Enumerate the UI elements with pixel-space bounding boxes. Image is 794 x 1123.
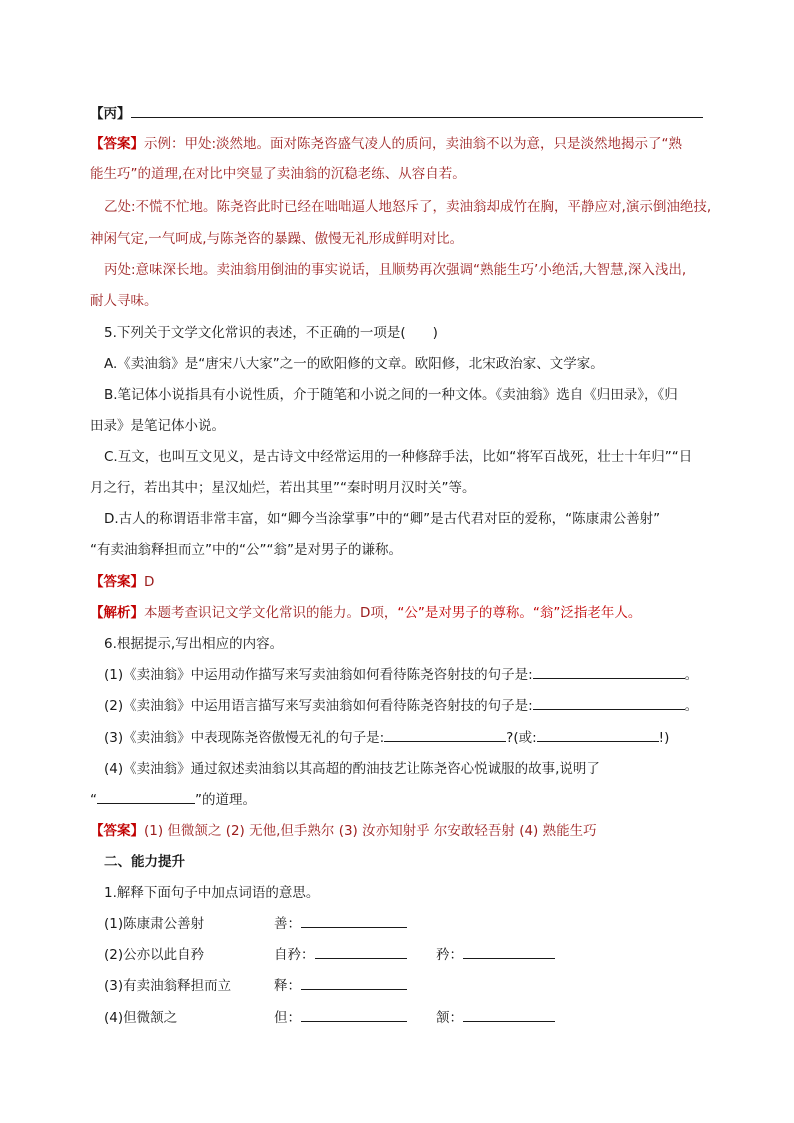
q6-answer-text: (1) 但微颔之 (2) 无他,但手熟尔 (3) 汝亦知射乎 尔安敢轻吾射 (4) 熟能生巧	[144, 823, 597, 839]
q1-blank[interactable]	[301, 913, 407, 928]
q5-answer	[90, 571, 716, 593]
q1-word1: 善：	[274, 916, 301, 932]
q1-word-label	[274, 944, 407, 966]
answer4-line4	[90, 228, 716, 250]
q6-sub3-blank1[interactable]	[384, 727, 506, 742]
answer4-text4: 神闲气定,一气呵成,与陈尧咨的暴躁、傲慢无礼形成鲜明对比。	[90, 231, 464, 247]
q5-analysis-text: 本题考查识记文学文化常识的能力。D项，	[144, 605, 398, 621]
answer-tag: 【答案】	[90, 823, 144, 839]
answer-tag: 【答案】	[90, 574, 144, 590]
q6-sub2-blank[interactable]	[533, 695, 685, 710]
q5-option-b-text2: 田录》是笔记体小说。	[90, 418, 225, 434]
answer4-text3: 乙处:不慌不忙地。陈尧咨此时已经在咄咄逼人地怒斥了，卖油翁却成竹在胸，平静应对,演示倒油绝技,	[104, 199, 712, 215]
q1-blank[interactable]	[463, 944, 555, 959]
q5-option-b-cont	[90, 415, 716, 437]
q6-answer	[90, 820, 716, 842]
answer4-line2	[90, 163, 716, 185]
q5-option-c-text1: C.互文，也叫互文见义，是古诗文中经常运用的一种修辞手法，比如“将军百战死，壮士十年归”“日	[104, 449, 693, 465]
q6-sub4-blank[interactable]	[97, 789, 195, 804]
q6-sub3-text: (3)《卖油翁》中表现陈尧咨傲慢无礼的句子是:	[104, 730, 385, 746]
q1-word-label	[436, 944, 555, 966]
q6-sub4-end: ”的道理。	[195, 792, 256, 808]
q1-word2: 矜：	[436, 947, 463, 963]
q5-analysis-highlight: “公”是对男子的尊称。“翁”泛指老年人。	[397, 605, 642, 621]
answer4-line3	[104, 196, 716, 218]
q1-word1: 自矜：	[274, 947, 315, 963]
answer4-text1: 示例：甲处:淡然地。面对陈尧咨盛气凌人的质问，卖油翁不以为意，只是淡然地揭示了“熟	[144, 136, 683, 152]
q1-blank[interactable]	[301, 975, 407, 990]
q1-blank[interactable]	[463, 1007, 555, 1022]
q6-sub2	[104, 695, 716, 717]
q1-word1: 但：	[274, 1010, 301, 1026]
bing-line	[90, 103, 716, 125]
q1-sentence: (2)公亦以此自矜	[104, 947, 205, 963]
q1-sentence: (4)但微颔之	[104, 1010, 178, 1026]
q5-option-d-cont	[90, 539, 716, 561]
q6-sub3	[104, 727, 716, 749]
q1-word1: 释：	[274, 978, 301, 994]
q5-option-b	[104, 384, 716, 406]
answer4-line6	[90, 290, 716, 312]
q1-word-label	[274, 1007, 407, 1029]
q6-stem-text: 6.根据提示,写出相应的内容。	[104, 636, 284, 652]
q6-sub1-blank[interactable]	[533, 664, 685, 679]
section-title	[104, 851, 716, 873]
q1-word-label	[274, 975, 407, 997]
q5-option-b-text1: B.笔记体小说指具有小说性质，介于随笔和小说之间的一种文体。《卖油翁》选自《归田录》，《归	[104, 387, 678, 403]
analysis-tag: 【解析】	[90, 605, 144, 621]
q6-sub4-text: (4)《卖油翁》通过叙述卖油翁以其高超的酌油技艺让陈尧咨心悦诚服的故事,说明了	[104, 761, 600, 777]
q1-stem	[104, 882, 716, 904]
q5-option-c	[104, 446, 716, 468]
section-title-text: 二、能力提升	[104, 854, 185, 870]
q6-sub4-cont	[90, 789, 716, 811]
q6-sub2-end: 。	[684, 698, 699, 714]
q5-answer-value: D	[144, 574, 155, 590]
q1-stem-text: 1.解释下面句子中加点词语的意思。	[104, 885, 320, 901]
answer4-line5	[104, 259, 716, 281]
q5-option-d	[104, 508, 716, 530]
bing-blank[interactable]	[131, 103, 703, 118]
q5-option-d-text1: D.古人的称谓语非常丰富，如“卿今当涂掌事”中的“卿”是古代君对臣的爱称，“陈康肃公善射”	[104, 511, 661, 527]
q6-sub1	[104, 664, 716, 686]
bing-label: 【丙】	[90, 106, 131, 122]
q6-sub3-blank2[interactable]	[537, 727, 659, 742]
q5-option-c-cont	[90, 477, 716, 499]
q6-stem	[104, 633, 716, 655]
q6-sub1-text: (1)《卖油翁》中运用动作描写来写卖油翁如何看待陈尧咨射技的句子是:	[104, 667, 533, 683]
q1-word-label	[436, 1007, 555, 1029]
answer4-text5: 丙处:意味深长地。卖油翁用倒油的事实说话，且顺势再次强调“熟能生巧’小绝活,大智慧,深入浅出,	[104, 262, 687, 278]
q1-blank[interactable]	[315, 944, 407, 959]
q5-analysis	[90, 602, 716, 624]
q5-stem	[104, 322, 716, 344]
answer4-text6: 耐人寻味。	[90, 293, 158, 309]
answer-tag: 【答案】	[90, 136, 144, 152]
q1-sentence: (1)陈康肃公善射	[104, 916, 205, 932]
q5-stem-text: 5.下列关于文学文化常识的表述，不正确的一项是( )	[104, 325, 438, 341]
q5-option-c-text2: 月之行，若出其中；星汉灿烂，若出其里”“秦时明月汉时关”等。	[90, 480, 476, 496]
q6-sub4-open: “	[90, 792, 97, 808]
q6-sub3-end: !)	[658, 730, 670, 746]
answer4-line1	[90, 133, 716, 155]
q5-option-a-text: A.《卖油翁》是“唐宋八大家”之一的欧阳修的文章。欧阳修，北宋政治家、文学家。	[104, 356, 604, 372]
q1-word-label	[274, 913, 407, 935]
answer4-text2: 能生巧”的道理,在对比中突显了卖油翁的沉稳老练、从容自若。	[90, 166, 466, 182]
q5-option-a	[104, 353, 716, 375]
q1-word2: 颔：	[436, 1010, 463, 1026]
q1-sentence: (3)有卖油翁释担而立	[104, 978, 232, 994]
q6-sub1-end: 。	[684, 667, 699, 683]
q6-sub3-mid: ?(或:	[506, 730, 537, 746]
q1-blank[interactable]	[301, 1007, 407, 1022]
q5-option-d-text2: “有卖油翁释担而立”中的“公”“翁”是对男子的谦称。	[90, 542, 402, 558]
q6-sub2-text: (2)《卖油翁》中运用语言描写来写卖油翁如何看待陈尧咨射技的句子是:	[104, 698, 533, 714]
q6-sub4	[104, 758, 716, 780]
